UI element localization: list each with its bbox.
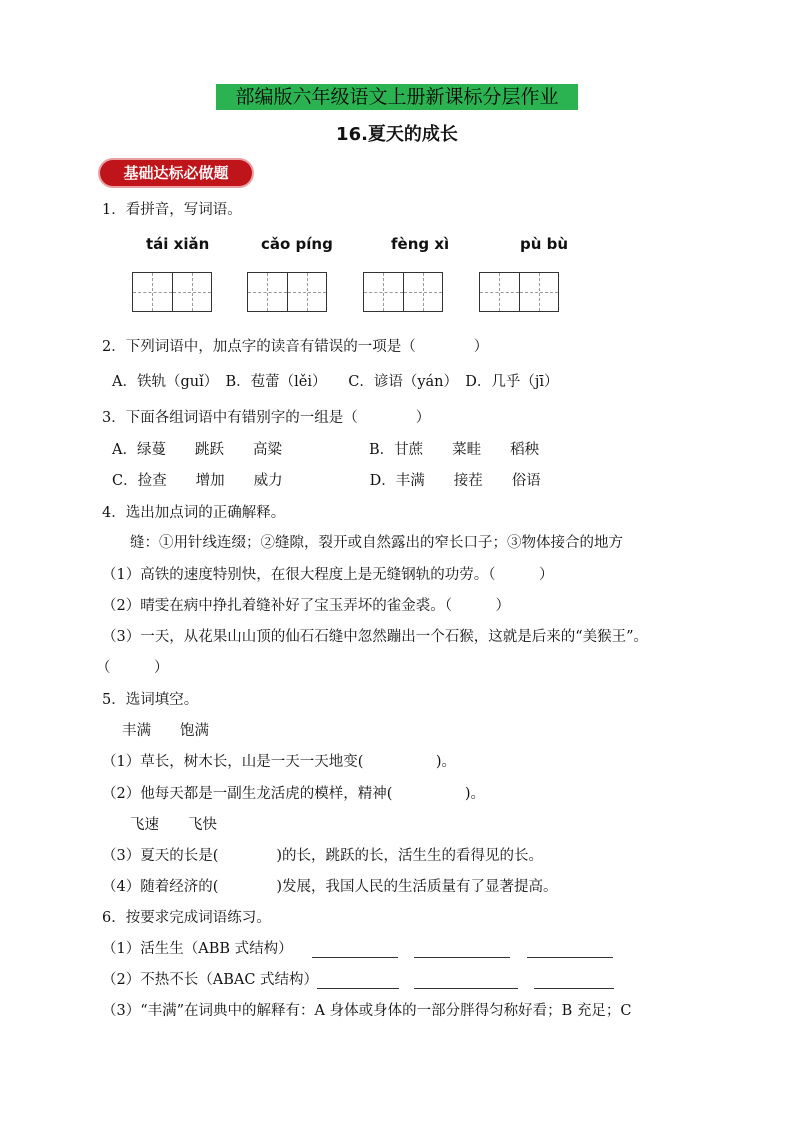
pinyin-2: cǎo píng — [261, 235, 333, 253]
q4-stem: 4．选出加点词的正确解释。 — [102, 505, 286, 521]
q5-word-choices-2: 飞速 飞快 — [130, 817, 217, 833]
answer-blank[interactable] — [414, 957, 510, 958]
answer-grid-1[interactable] — [132, 272, 212, 312]
q3-options-row1: A．绿蔓 跳跃 高粱 B．甘蔗 菜畦 稻秧 — [112, 442, 540, 458]
q5-sentence-2: （2）他每天都是一副生龙活虎的模样，精神( )。 — [102, 786, 486, 802]
lesson-title: 16.夏天的成长 — [336, 124, 458, 145]
answer-grid-2[interactable] — [247, 272, 327, 312]
q5-stem: 5．选词填空。 — [102, 692, 199, 708]
q2-options: A．铁轨（guǐ） B．苞蕾（lěi） C．谚语（yán） D．几乎（jī） — [112, 374, 559, 390]
q4-sentence-3-answer[interactable]: （ ） — [96, 660, 169, 676]
answer-blank[interactable] — [527, 957, 613, 958]
answer-blank[interactable] — [534, 988, 614, 989]
q5-sentence-4: （4）随着经济的( )发展，我国人民的生活质量有了显著提高。 — [102, 879, 558, 895]
q3-stem: 3．下面各组词语中有错别字的一组是（ ） — [102, 410, 431, 426]
q6-stem: 6．按要求完成词语练习。 — [102, 910, 271, 926]
q3-options-row2: C．捡查 增加 威力 D．丰满 接茬 俗语 — [112, 473, 541, 489]
q5-word-choices-1: 丰满 饱满 — [122, 723, 209, 739]
pinyin-3: fèng xì — [391, 235, 450, 253]
answer-blank[interactable] — [414, 988, 518, 989]
q4-sentence-1: （1）高铁的速度特别快，在很大程度上是无缝钢轨的功劳。（ ） — [102, 567, 554, 583]
q4-definition: 缝：①用针线连缀；②缝隙，裂开或自然露出的窄长口子；③物体接合的地方 — [130, 535, 623, 551]
worksheet-banner: 部编版六年级语文上册新课标分层作业 — [216, 84, 578, 110]
answer-grid-3[interactable] — [363, 272, 443, 312]
q5-sentence-3: （3）夏天的长是( )的长，跳跃的长，活生生的看得见的长。 — [102, 848, 544, 864]
pinyin-1: tái xiǎn — [146, 235, 210, 253]
answer-grid-4[interactable] — [479, 272, 559, 312]
q6-sentence-1: （1）活生生（ABB 式结构） — [102, 941, 293, 957]
q4-sentence-3: （3）一天，从花果山山顶的仙石石缝中忽然蹦出一个石猴，这就是后来的“美猴王”。 — [102, 629, 649, 645]
q6-sentence-3: （3）“丰满”在词典中的解释有：A 身体或身体的一部分胖得匀称好看；B 充足；C — [102, 1003, 632, 1019]
answer-blank[interactable] — [317, 988, 399, 989]
pinyin-4: pù bù — [520, 235, 569, 253]
section-pill: 基础达标必做题 — [100, 160, 252, 186]
q4-sentence-2: （2）晴雯在病中挣扎着缝补好了宝玉弄坏的雀金裘。（ ） — [102, 598, 510, 614]
q1-stem: 1．看拼音，写词语。 — [102, 202, 242, 218]
q2-stem: 2．下列词语中，加点字的读音有错误的一项是（ ） — [102, 339, 489, 355]
q6-sentence-2: （2）不热不长（ABAC 式结构） — [102, 972, 319, 988]
answer-blank[interactable] — [312, 957, 398, 958]
q5-sentence-1: （1）草长，树木长，山是一天一天地变( )。 — [102, 754, 457, 770]
